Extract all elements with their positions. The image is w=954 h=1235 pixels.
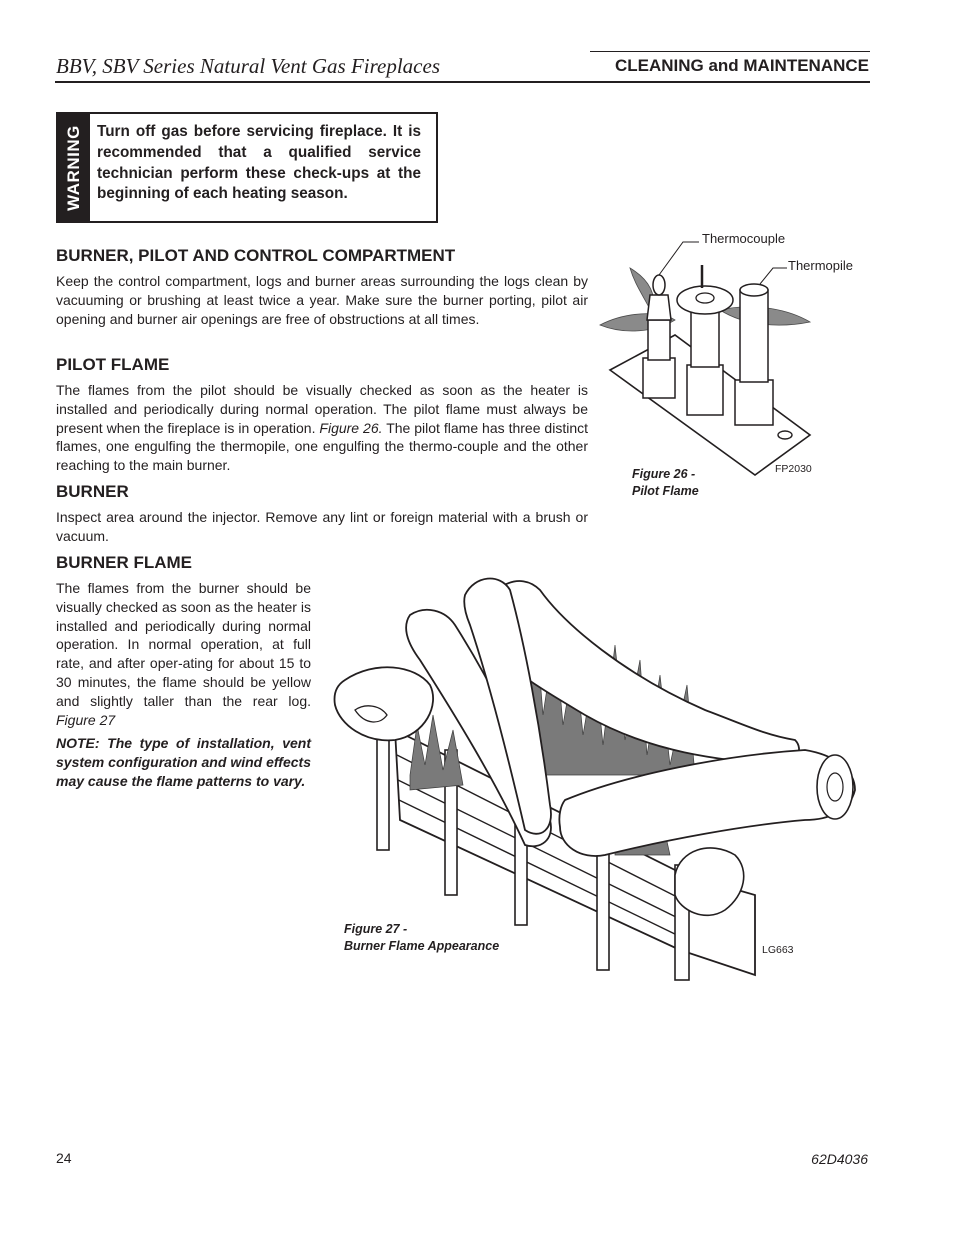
grate-post [597, 840, 609, 970]
thermopile-leader [760, 268, 787, 284]
document-title: BBV, SBV Series Natural Vent Gas Fireplaces [56, 54, 440, 78]
heading-burner-flame: BURNER FLAME [56, 553, 192, 572]
thermocouple-leader [659, 242, 699, 275]
heading-compartment: BURNER, PILOT AND CONTROL COMPARTMENT [56, 246, 456, 265]
header-top-rule [590, 51, 870, 52]
paragraph-compartment: Keep the control compartment, logs and burner areas surrounding the logs clean by vacuuming or brushing at least twice a year. Make sure the burner porting, pilot air opening and burner air openings are free of obstructions at all times. [56, 273, 588, 327]
figure-27-reference: Figure 27 [56, 711, 116, 728]
pilot-flame-text-2: The pilot flame has three distinct flames, one engulfing the thermopile, one engulfing the thermo-couple and the other reaching to the main burner. [56, 419, 588, 474]
figure-27-caption-title: Burner Flame Appearance [344, 939, 500, 953]
warning-label [58, 114, 90, 221]
figure-26-caption [632, 466, 699, 500]
header-rule [55, 81, 870, 83]
figure-26-illustration [595, 240, 825, 480]
plate-hole [778, 431, 792, 439]
burner-flame-text: The flames from the burner should be visually checked as soon as the heater is installed and periodically during normal operation. In normal operation, at full rate, and after oper-ating for about 15 to 30 minutes, the flame should be yellow and slightly taller than the rear log. [56, 580, 311, 709]
thermocouple-tip [653, 275, 665, 295]
pilot-flame-text-1: The flames from the pilot should be visually checked as soon as the heater is installed and periodically during normal operation. The pilot flame must always be present when the fireplace is in operation. [56, 382, 588, 436]
document-code: 62D4036 [811, 1151, 868, 1167]
thermopile-body [740, 290, 768, 382]
figure-26-code: FP2030 [775, 463, 812, 475]
heading-pilot-flame: PILOT FLAME [56, 355, 170, 374]
figure-27-caption-number: Figure 27 - [344, 922, 408, 936]
warning-label-text: WARNING [64, 124, 83, 211]
warning-text: Turn off gas before servicing fireplace. It is recommended that a qualified service technician perform these check-ups at the beginning of each heating season. [97, 123, 421, 203]
paragraph-burner-flame [56, 579, 311, 729]
heading-burner: BURNER [56, 482, 129, 501]
figure-26-caption-number: Figure 26 - [632, 467, 696, 481]
section-title: CLEANING and MAINTENANCE [614, 56, 869, 75]
label-thermocouple: Thermocouple [702, 231, 786, 246]
figure-26-caption-title: Pilot Flame [632, 484, 699, 498]
figure-27-caption [344, 921, 499, 955]
paragraph-burner: Inspect area around the injector. Remove any lint or foreign material with a brush or vacuum. [56, 509, 588, 544]
paragraph-pilot-flame [56, 381, 588, 475]
label-thermopile: Thermopile [788, 258, 854, 273]
figure-26-reference: Figure 26. [319, 419, 383, 436]
burner-flame-note: NOTE: The type of installation, vent system configuration and wind effects may cause the flame patterns to vary. [56, 735, 311, 789]
left-log [334, 667, 433, 740]
figure-27-code: LG663 [762, 944, 794, 956]
page-number: 24 [56, 1150, 72, 1166]
